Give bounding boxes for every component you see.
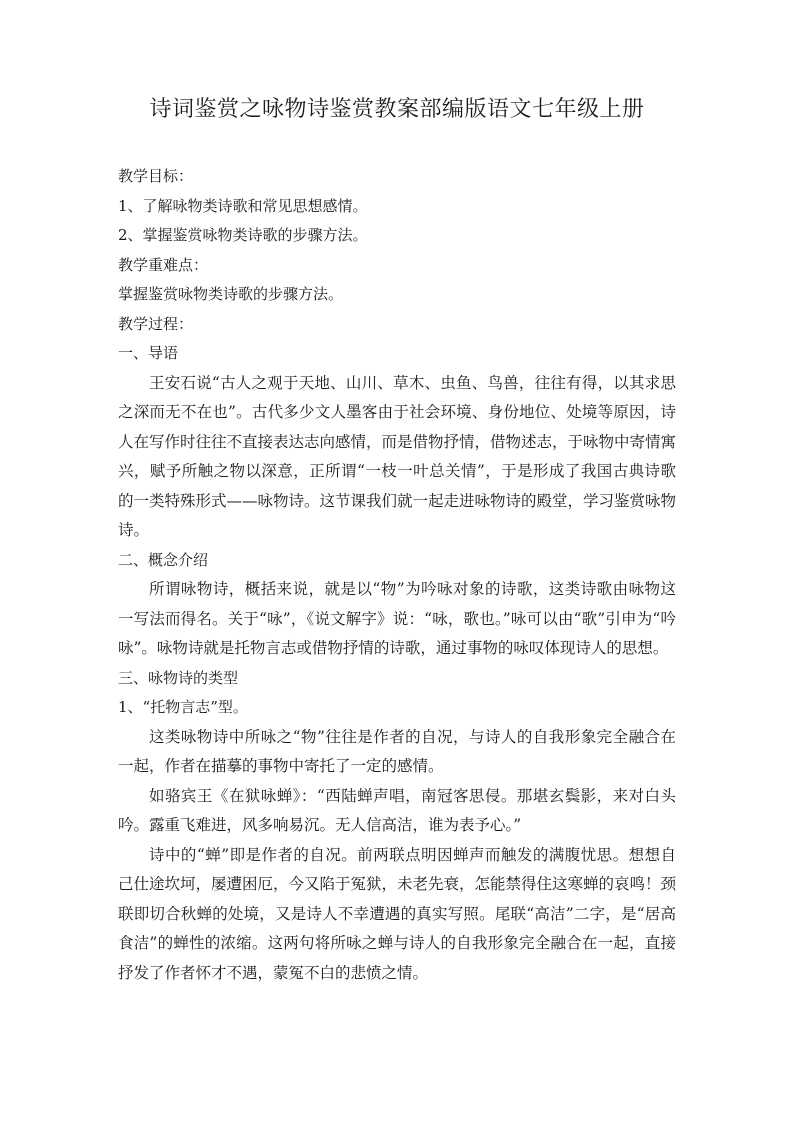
section-2-paragraph: 所谓咏物诗，概括来说，就是以“物”为吟咏对象的诗歌，这类诗歌由咏物这一写法而得名。关于“咏”，《说文解字》说：“咏，歌也。”咏可以由“歌”引申为“吟咏”。咏物诗就是托物言志或借物抒情的诗歌，通过事物的咏叹体现诗人的思想。 [118,580,676,657]
key-difficulty-text: 掌握鉴赏咏物类诗歌的步骤方法。 [118,285,344,303]
document-title: 诗词鉴赏之咏物诗鉴赏教案部编版语文七年级上册 [149,97,645,122]
section-3-heading: 三、咏物诗的类型 [118,668,239,687]
heading-teaching-process: 教学过程： [118,314,194,333]
heading-teaching-goals: 教学目标： [118,167,194,185]
type-1-paragraph-3: 诗中的“蝉”即是作者的自况。前两联点明因蝉声而触发的满腹忧思。想想自己仕途坎坷，屡遭困厄，今又陷于冤狱，未老先衰，怎能禁得住这寒蝉的哀鸣！颈联即切合秋蝉的处境，又是诗人不幸遭遇的真实写照。尾联“高洁”二字，是“居高食洁”的蝉性的浓缩。这两句将所咏之蝉与诗人的自我形象完全融合在一起，直接抒发了作者怀才不遇，蒙冤不白的悲愤之情。 [118,845,677,982]
section-1-heading: 一、导语 [118,344,179,362]
section-2-heading: 二、概念介绍 [118,550,209,569]
type-1-paragraph-2: 如骆宾王《在狱咏蝉》：“西陆蝉声唱，南冠客思侵。那堪玄鬓影，来对白头吟。露重飞难进，风多响易沉。无人信高洁，谁为表予心。” [118,786,676,834]
goal-1: 1、了解咏物类诗歌和常见思想感情。 [118,196,368,215]
section-1-paragraph: 王安石说“古人之观于天地、山川、草木、虫鱼、鸟兽，往往有得，以其求思之深而无不在也”。古代多少文人墨客由于社会环境、身份地位、处境等原因，诗人在写作时往往不直接表达志向感情，而是借物抒情，借物述志，于咏物中寄情寓兴，赋予所触之物以深意，正所谓“一枝一叶总关情”，于是形成了我国古典诗歌的一类特殊形式——咏物诗。这节课我们就一起走进咏物诗的殿堂，学习鉴赏咏物诗。 [118,373,677,539]
document-body [118,162,676,988]
document-page [118,96,676,988]
goal-2: 2、掌握鉴赏咏物类诗歌的步骤方法。 [118,226,368,244]
type-1-heading: 1、“托物言志”型。 [118,698,248,716]
heading-key-difficulty: 教学重难点： [118,255,209,274]
type-1-paragraph-1: 这类咏物诗中所咏之“物”往往是作者的自况，与诗人的自我形象完全融合在一起，作者在描摹的事物中寄托了一定的感情。 [118,727,676,775]
